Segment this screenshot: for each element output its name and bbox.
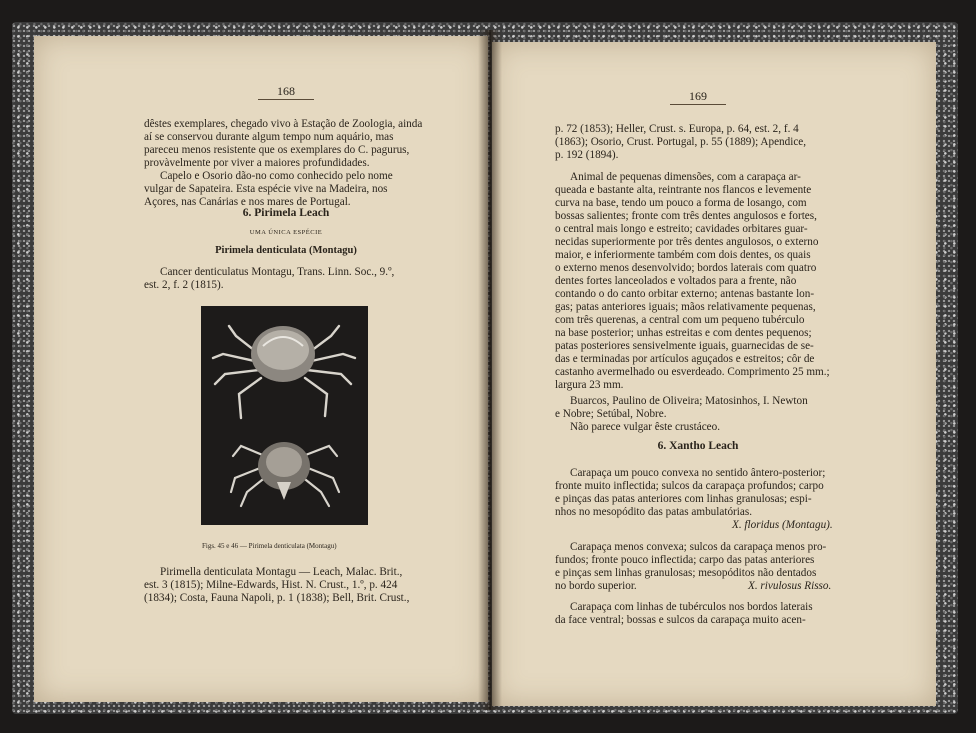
- right-key3-line1: Carapaça com linhas de tubérculos nos bordos laterais: [570, 601, 813, 613]
- right-desc-line11: gas; patas anteriores iguais; mãos relativamente pequenas,: [555, 301, 816, 313]
- right-desc-line7: maior, e inferiormente também com dois dentes, os quais: [555, 249, 811, 261]
- left-para2-line1: Capelo e Osorio dão-no como conhecido pelo nome: [160, 170, 393, 182]
- right-refs-line1: p. 72 (1853); Heller, Crust. s. Europa, p. 64, est. 2, f. 4: [555, 123, 799, 135]
- right-desc-line4: bossas salientes; fronte com três dentes angulosos e fortes,: [555, 210, 817, 222]
- right-desc-line1: Animal de pequenas dimensões, com a carapaça ar-: [570, 171, 801, 183]
- left-para1-line4: provàvelmente por viver a maiores profundidades.: [144, 157, 370, 169]
- left-para2-line2: vulgar de Sapateira. Esta espécie vive na Madeira, nos: [144, 183, 388, 195]
- right-remark: Não parece vulgar êste crustáceo.: [570, 421, 721, 433]
- right-key1-line2: fronte muito inflectida; sulcos da carapaça profundos; carpo: [555, 480, 824, 492]
- left-synonym1-line2: est. 2, f. 2 (1815).: [144, 279, 224, 291]
- right-key2-line4: no bordo superior.: [555, 580, 637, 592]
- left-para2-line3: Açores, nas Canárias e nos mares de Portugal.: [144, 196, 351, 208]
- left-synonym2-line3: (1834); Costa, Fauna Napoli, p. 1 (1838); Bell, Brit. Crust.,: [144, 592, 410, 604]
- right-desc-line13: na base posterior; unhas estreitas e com dentes pequenos;: [555, 327, 812, 339]
- right-desc-line3: curva na base, tendo um pouco a forma de losango, com: [555, 197, 807, 209]
- right-desc-line9: dentes fortes lanceolados e voltados para a frente, não: [555, 275, 797, 287]
- right-key1-line1: Carapaça um pouco convexa no sentido ântero-posterior;: [570, 467, 826, 479]
- right-page-number-rule: [670, 104, 726, 105]
- right-desc-line6: necidas superiormente por três dentes angulosos, o externo: [555, 236, 819, 248]
- right-key2-line1: Carapaça menos convexa; sulcos da carapaça menos pro-: [570, 541, 827, 553]
- left-synonym1-line1: Cancer denticulatus Montagu, Trans. Linn. Soc., 9.º,: [160, 266, 395, 278]
- left-species-heading: Pirimela denticulata (Montagu): [215, 245, 357, 256]
- figure-caption: Figs. 45 e 46 — Pirimela denticulata (Montagu): [202, 542, 337, 550]
- left-synonym2-line2: est. 3 (1815); Milne-Edwards, Hist. N. Crust., 1.º, p. 424: [144, 579, 398, 591]
- right-desc-line15: das e terminadas por artículos aguçados e estreitos; côr de: [555, 353, 815, 365]
- crab-illustration: [201, 306, 368, 525]
- right-page-number: 169: [689, 89, 707, 103]
- left-genus-heading: 6. Pirimela Leach: [242, 207, 330, 219]
- right-key1-line4: nhos no mesopódito das patas ambulatórias.: [555, 506, 752, 518]
- right-refs-line3: p. 192 (1894).: [555, 149, 619, 161]
- right-key1-species: X. floridus (Montagu).: [732, 519, 833, 531]
- left-para1-line1: dêstes exemplares, chegado vivo à Estação de Zoologia, ainda: [144, 118, 423, 130]
- right-desc-line16: castanho avermelhado ou esverdeado. Comprimento 25 mm.;: [555, 366, 830, 378]
- right-desc-line8: o externo menos desenvolvido; bordos laterais com quatro: [555, 262, 817, 274]
- right-desc-line14: patas posteriores sensivelmente iguais, guarnecidas de se-: [555, 340, 814, 352]
- right-desc-line12: com três querenas, a central com um pequeno tubérculo: [555, 314, 805, 326]
- book-gutter: [478, 30, 502, 710]
- right-localities-line2: e Nobre; Setúbal, Nobre.: [555, 408, 667, 420]
- left-page-number: 168: [277, 84, 295, 98]
- left-single-species-label: UMA ÚNICA ESPÉCIE: [249, 229, 323, 236]
- right-key2-line3: e pinças sem linhas granulosas; mesopóditos não dentados: [555, 567, 817, 579]
- left-para1-line3: pareceu menos resistente que os exemplares do C. pagurus,: [144, 144, 410, 156]
- crab-figure: [201, 306, 368, 525]
- right-desc-line2: queada e bastante alta, reintrante nos flancos e levemente: [555, 184, 812, 196]
- right-genus-heading: 6. Xantho Leach: [657, 440, 739, 452]
- right-key2-line2: fundos; fronte pouco inflectida; carpo das patas anteriores: [555, 554, 815, 566]
- left-page-number-rule: [258, 99, 314, 100]
- right-refs-line2: (1863); Osorio, Crust. Portugal, p. 55 (1889); Apendice,: [555, 136, 807, 148]
- left-para1-line2: aí se conservou durante algum tempo num aquário, mas: [144, 131, 394, 143]
- right-key3-line2: da face ventral; bossas e sulcos da carapaça muito acen-: [555, 614, 806, 626]
- right-localities-line1: Buarcos, Paulino de Oliveira; Matosinhos, I. Newton: [570, 395, 808, 407]
- right-key1-line3: e pinças das patas anteriores com linhas granulosas; espi-: [555, 493, 812, 505]
- right-desc-line17: largura 23 mm.: [555, 379, 624, 391]
- right-desc-line5: o central mais longo e estreito; cavidades orbitares guar-: [555, 223, 808, 235]
- right-key2-species: X. rivulosus Risso.: [748, 580, 832, 592]
- left-synonym2-line1: Pirimella denticulata Montagu — Leach, Malac. Brit.,: [160, 566, 403, 578]
- right-desc-line10: contando o do canto orbitar externo; antenas bastante lon-: [555, 288, 815, 300]
